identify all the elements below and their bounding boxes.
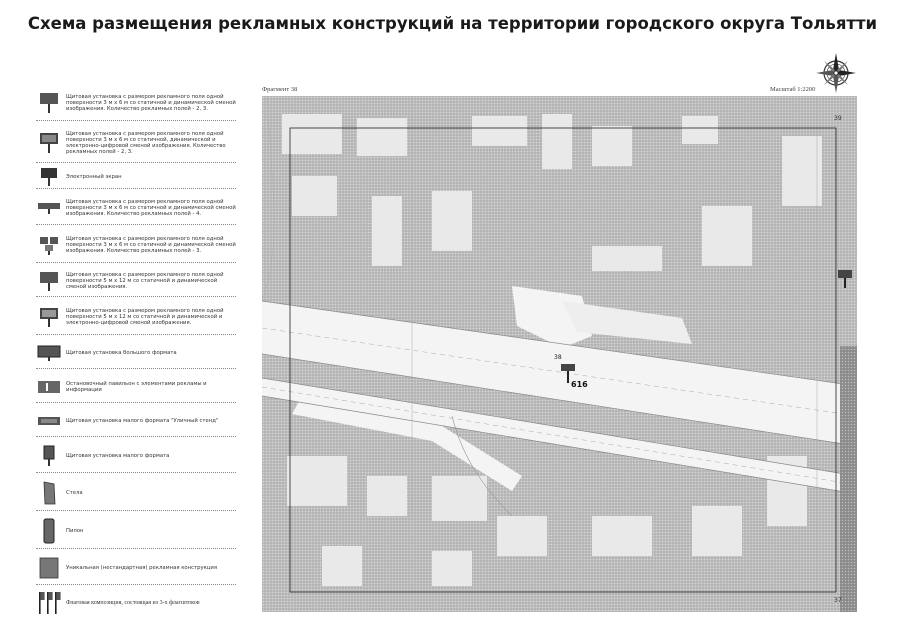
legend-item	[36, 86, 236, 121]
legend-item	[36, 228, 236, 263]
legend-text: Щитовая установка с размером рекламного поля одной поверхности 3 м х 6 м со статичной и динамической сменой изображения. Количество рекламных полей - 3.	[66, 235, 236, 255]
dark-block	[840, 346, 857, 612]
board-3x6-digital-icon	[38, 131, 60, 155]
legend-text: Остановочный павильон с элементами рекламы и информации	[66, 380, 207, 393]
legend-item	[36, 338, 236, 369]
legend-text: Щитовая установка большого формата	[66, 349, 177, 356]
legend-text: Щитовая установка с размером рекламного поля одной поверхности 3 м х 6 м со статичной и динамической сменой изображения. Количество рекламных полей - 4.	[66, 198, 236, 218]
flag-composition-icon	[37, 590, 61, 616]
board-3-fields-icon	[38, 234, 60, 256]
legend-item	[36, 406, 236, 437]
legend-text: Щитовая установка с размером рекламного поля одной поверхности 5 м х 12 м со статичной и динамической сменой изображения.	[66, 271, 224, 291]
legend-item	[36, 514, 236, 549]
map-canvas[interactable]	[262, 96, 857, 612]
large-format-icon	[37, 344, 61, 362]
legend-text: Щитовая установка с размером рекламного поля одной поверхности 3 м х 6 м со статичной, динамической и электронно-цифровой сменой изображения. Количество рекламных полей - 2, 3.	[66, 130, 226, 156]
board-5x12-digital-icon	[38, 306, 60, 328]
legend-text: Щитовая установка с размером рекламного поля одной поверхности 5 м х 12 м со статичной и динамической и электронно-цифровой сменой изображения.	[66, 307, 224, 327]
compass-rose-icon	[815, 52, 857, 94]
legend-item	[36, 266, 236, 297]
stele-icon	[41, 480, 57, 506]
legend-text: Щитовая установка малого формата	[66, 452, 170, 459]
electronic-screen-icon	[38, 166, 60, 188]
legend-item	[36, 588, 236, 618]
legend-text: Щитовая установка малого формата "Уличный стенд"	[66, 417, 219, 424]
fragment-label: Фрагмент 38	[262, 86, 298, 93]
street-stand-icon	[37, 414, 61, 428]
legend-item	[36, 192, 236, 225]
legend-item	[36, 124, 236, 163]
legend-item	[36, 476, 236, 511]
board-4-fields-icon	[37, 200, 61, 216]
board-3x6-icon	[38, 91, 60, 115]
board-5x12-icon	[38, 270, 60, 292]
legend-text: Флаговая композиция, состоящая из 3-х флагштоков	[66, 599, 200, 606]
legend-text: Стела	[66, 489, 83, 496]
marker-id: 616	[571, 380, 588, 389]
unique-construction-icon	[38, 556, 60, 580]
pylon-icon	[41, 517, 57, 545]
map-title: Схема размещения рекламных конструкций на территории городского округа Тольятти	[27, 14, 878, 33]
small-format-icon	[41, 444, 57, 468]
legend-item	[36, 372, 236, 403]
bus-stop-icon	[37, 378, 61, 396]
legend-item	[36, 440, 236, 473]
legend-item	[36, 552, 236, 585]
legend-text: Щитовая установка с размером рекламного поля одной поверхности 3 м х 6 м со статичной и динамической сменой изображения. Количество рекламных полей - 2, 3.	[66, 93, 236, 113]
legend-text: Уникальная (нестандартная) рекламная конструкция	[66, 564, 218, 571]
legend-text: Электронный экран	[66, 173, 122, 180]
scale-label: Масштаб 1:2200	[770, 86, 816, 93]
fragment-number: 38	[554, 354, 562, 361]
grid-corner-label: 37	[834, 597, 842, 604]
grid-corner-label: 39	[834, 115, 842, 122]
legend-text: Пилон	[66, 527, 84, 534]
legend-item	[36, 300, 236, 335]
legend-item	[36, 166, 236, 189]
